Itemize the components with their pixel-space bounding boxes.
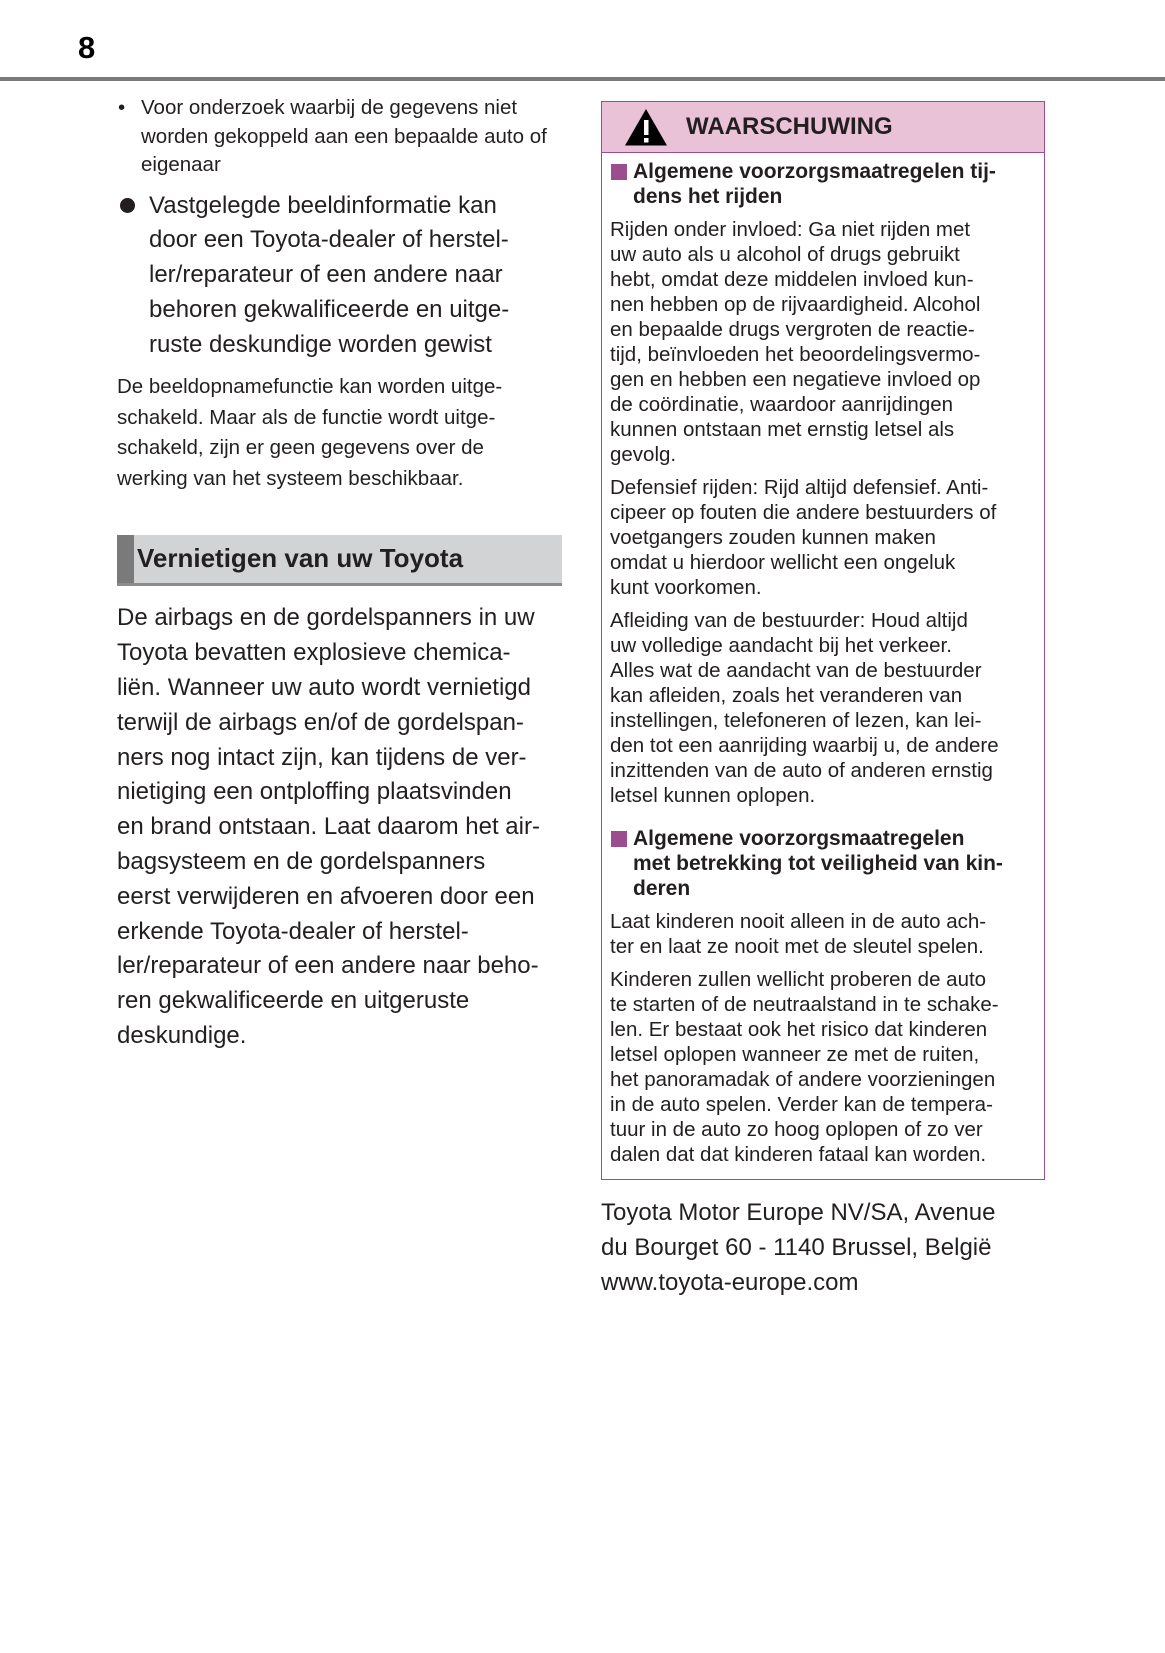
warning-line: ter en laat ze nooit met de sleutel spelen.: [610, 935, 984, 958]
body-line: en brand ontstaan. Laat daarom het air-: [117, 813, 540, 841]
section-heading-text: Vernietigen van uw Toyota: [137, 543, 464, 574]
warning-paragraph: [610, 967, 1034, 1167]
address-line: Toyota Motor Europe NV/SA, Avenue: [601, 1199, 996, 1226]
warning-line: instellingen, telefoneren of lezen, kan lei-: [610, 709, 982, 732]
warning-line: kan afleiden, zoals het veranderen van: [610, 684, 963, 707]
subheading-line: Algemene voorzorgsmaatregelen: [633, 827, 965, 850]
subheading-line: dens het rijden: [633, 185, 783, 208]
body-line: bagsysteem en de gordelspanners: [117, 848, 486, 876]
note-line: De beeldopnamefunctie kan worden uitge-: [117, 375, 503, 399]
warning-line: den tot een aanrijding waarbij u, de andere: [610, 734, 999, 757]
warning-line: Alles wat de aandacht van de bestuurder: [610, 659, 982, 682]
bullet-line: ler/reparateur of een andere naar: [149, 261, 503, 289]
warning-line: Kinderen zullen wellicht proberen de auto: [610, 968, 987, 991]
square-bullet-icon: [611, 164, 627, 180]
warning-line: Laat kinderen nooit alleen in de auto ach-: [610, 910, 987, 933]
address-line: du Bourget 60 - 1140 Brussel, België: [601, 1234, 992, 1261]
warning-line: dalen dat dat kinderen fataal kan worden.: [610, 1143, 987, 1166]
warning-line: letsel oplopen wanneer ze met de ruiten,: [610, 1043, 980, 1066]
warning-line: Rijden onder invloed: Ga niet rijden met: [610, 218, 971, 241]
warning-header: [602, 102, 1044, 153]
note-line: schakeld. Maar als de functie wordt uitge-: [117, 405, 496, 429]
header-rule: [0, 77, 1165, 81]
warning-line: nen hebben op de rijvaardigheid. Alcohol: [610, 293, 981, 316]
warning-line: tuur in de auto zo hoog oplopen of zo ver: [610, 1118, 983, 1141]
warning-line: Afleiding van de bestuurder: Houd altijd: [610, 609, 968, 632]
warning-line: kunnen ontstaan met ernstig letsel als: [610, 418, 955, 441]
body-line: ler/reparateur of een andere naar beho-: [117, 952, 539, 980]
square-bullet-icon: [611, 831, 627, 847]
left-column: [117, 94, 562, 1054]
subheading-line: deren: [633, 877, 691, 900]
body-line: eerst verwijderen en afvoeren door een: [117, 882, 535, 910]
warning-line: letsel kunnen oplopen.: [610, 784, 816, 807]
website-link[interactable]: www.toyota-europe.com: [601, 1269, 859, 1296]
body-line: ren gekwalificeerde en uitgeruste: [117, 987, 470, 1015]
warning-paragraph: [610, 608, 1034, 808]
sub-bullet-item: [117, 94, 562, 180]
warning-line: hebt, omdat deze middelen invloed kun-: [610, 268, 974, 291]
body-line: liën. Wanneer uw auto wordt vernietigd: [117, 674, 531, 702]
warning-line: tijd, beïnvloeden het beoordelingsvermo-: [610, 343, 981, 366]
subheading-line: met betrekking tot veiligheid van kin-: [633, 852, 1003, 875]
note-paragraph: [117, 372, 562, 494]
warning-line: de coördinatie, waardoor aanrijdingen: [610, 393, 954, 416]
publisher-address: [601, 1195, 1041, 1300]
bullet-line: ruste deskundige worden gewist: [149, 330, 492, 358]
warning-content: [602, 153, 1044, 1167]
warning-line: uw auto als u alcohol of drugs gebruikt: [610, 243, 960, 266]
warning-triangle-icon: [624, 107, 668, 147]
warning-box: [601, 101, 1045, 1180]
body-line: nietiging een ontploffing plaatsvinden: [117, 778, 512, 806]
warning-line: in de auto spelen. Verder kan de tempera-: [610, 1093, 993, 1116]
body-line: deskundige.: [117, 1022, 247, 1050]
warning-line: en bepaalde drugs vergroten de reactie-: [610, 318, 975, 341]
warning-line: te starten of de neutraalstand in te schake-: [610, 993, 999, 1016]
warning-paragraph: [610, 475, 1034, 600]
body-line: ners nog intact zijn, kan tijdens de ver-: [117, 743, 527, 771]
warning-line: inzittenden van de auto of anderen ernstig: [610, 759, 993, 782]
warning-line: het panoramadak of andere voorzieningen: [610, 1068, 996, 1091]
warning-paragraph: [610, 909, 1034, 959]
subheading-line: Algemene voorzorgsmaatregelen tij-: [633, 160, 996, 183]
note-line: werking van het systeem beschikbaar.: [117, 466, 464, 490]
note-line: schakeld, zijn er geen gegevens over de: [117, 436, 484, 460]
warning-line: uw volledige aandacht bij het verkeer.: [610, 634, 952, 657]
bullet-dot-icon: [120, 198, 135, 213]
warning-paragraph: [610, 217, 1034, 467]
warning-line: gen en hebben een negatieve invloed op: [610, 368, 981, 391]
warning-line: len. Er bestaat ook het risico dat kinderen: [610, 1018, 988, 1041]
section-heading-bar: [117, 535, 134, 583]
warning-line: kunt voorkomen.: [610, 576, 762, 599]
bullet-item: [117, 189, 562, 363]
sub-bullet-text: Voor onderzoek waarbij de gegevens niet worden gekoppeld aan een bepaalde auto of eigenaar: [141, 96, 547, 176]
warning-subheading: [610, 826, 1034, 901]
body-line: terwijl de airbags en/of de gordelspan-: [117, 708, 524, 736]
warning-line: omdat u hierdoor wellicht een ongeluk: [610, 551, 956, 574]
warning-line: gevolg.: [610, 443, 677, 466]
section-heading: [117, 535, 562, 586]
section-body: [117, 601, 562, 1053]
page-number: 8: [78, 30, 96, 65]
bullet-line: Vastgelegde beeldinformatie kan: [149, 191, 497, 219]
bullet-marker: •: [118, 96, 126, 119]
bullet-line: door een Toyota-dealer of herstel-: [149, 226, 509, 254]
bullet-line: behoren gekwalificeerde en uitge-: [149, 295, 510, 323]
warning-line: Defensief rijden: Rijd altijd defensief. Anti-: [610, 476, 989, 499]
warning-line: cipeer op fouten die andere bestuurders of: [610, 501, 997, 524]
warning-title: WAARSCHUWING: [686, 113, 893, 140]
warning-subheading: [610, 159, 1034, 209]
body-line: Toyota bevatten explosieve chemica-: [117, 639, 511, 667]
warning-line: voetgangers zouden kunnen maken: [610, 526, 936, 549]
body-line: erkende Toyota-dealer of herstel-: [117, 917, 469, 945]
body-line: De airbags en de gordelspanners in uw: [117, 604, 535, 632]
